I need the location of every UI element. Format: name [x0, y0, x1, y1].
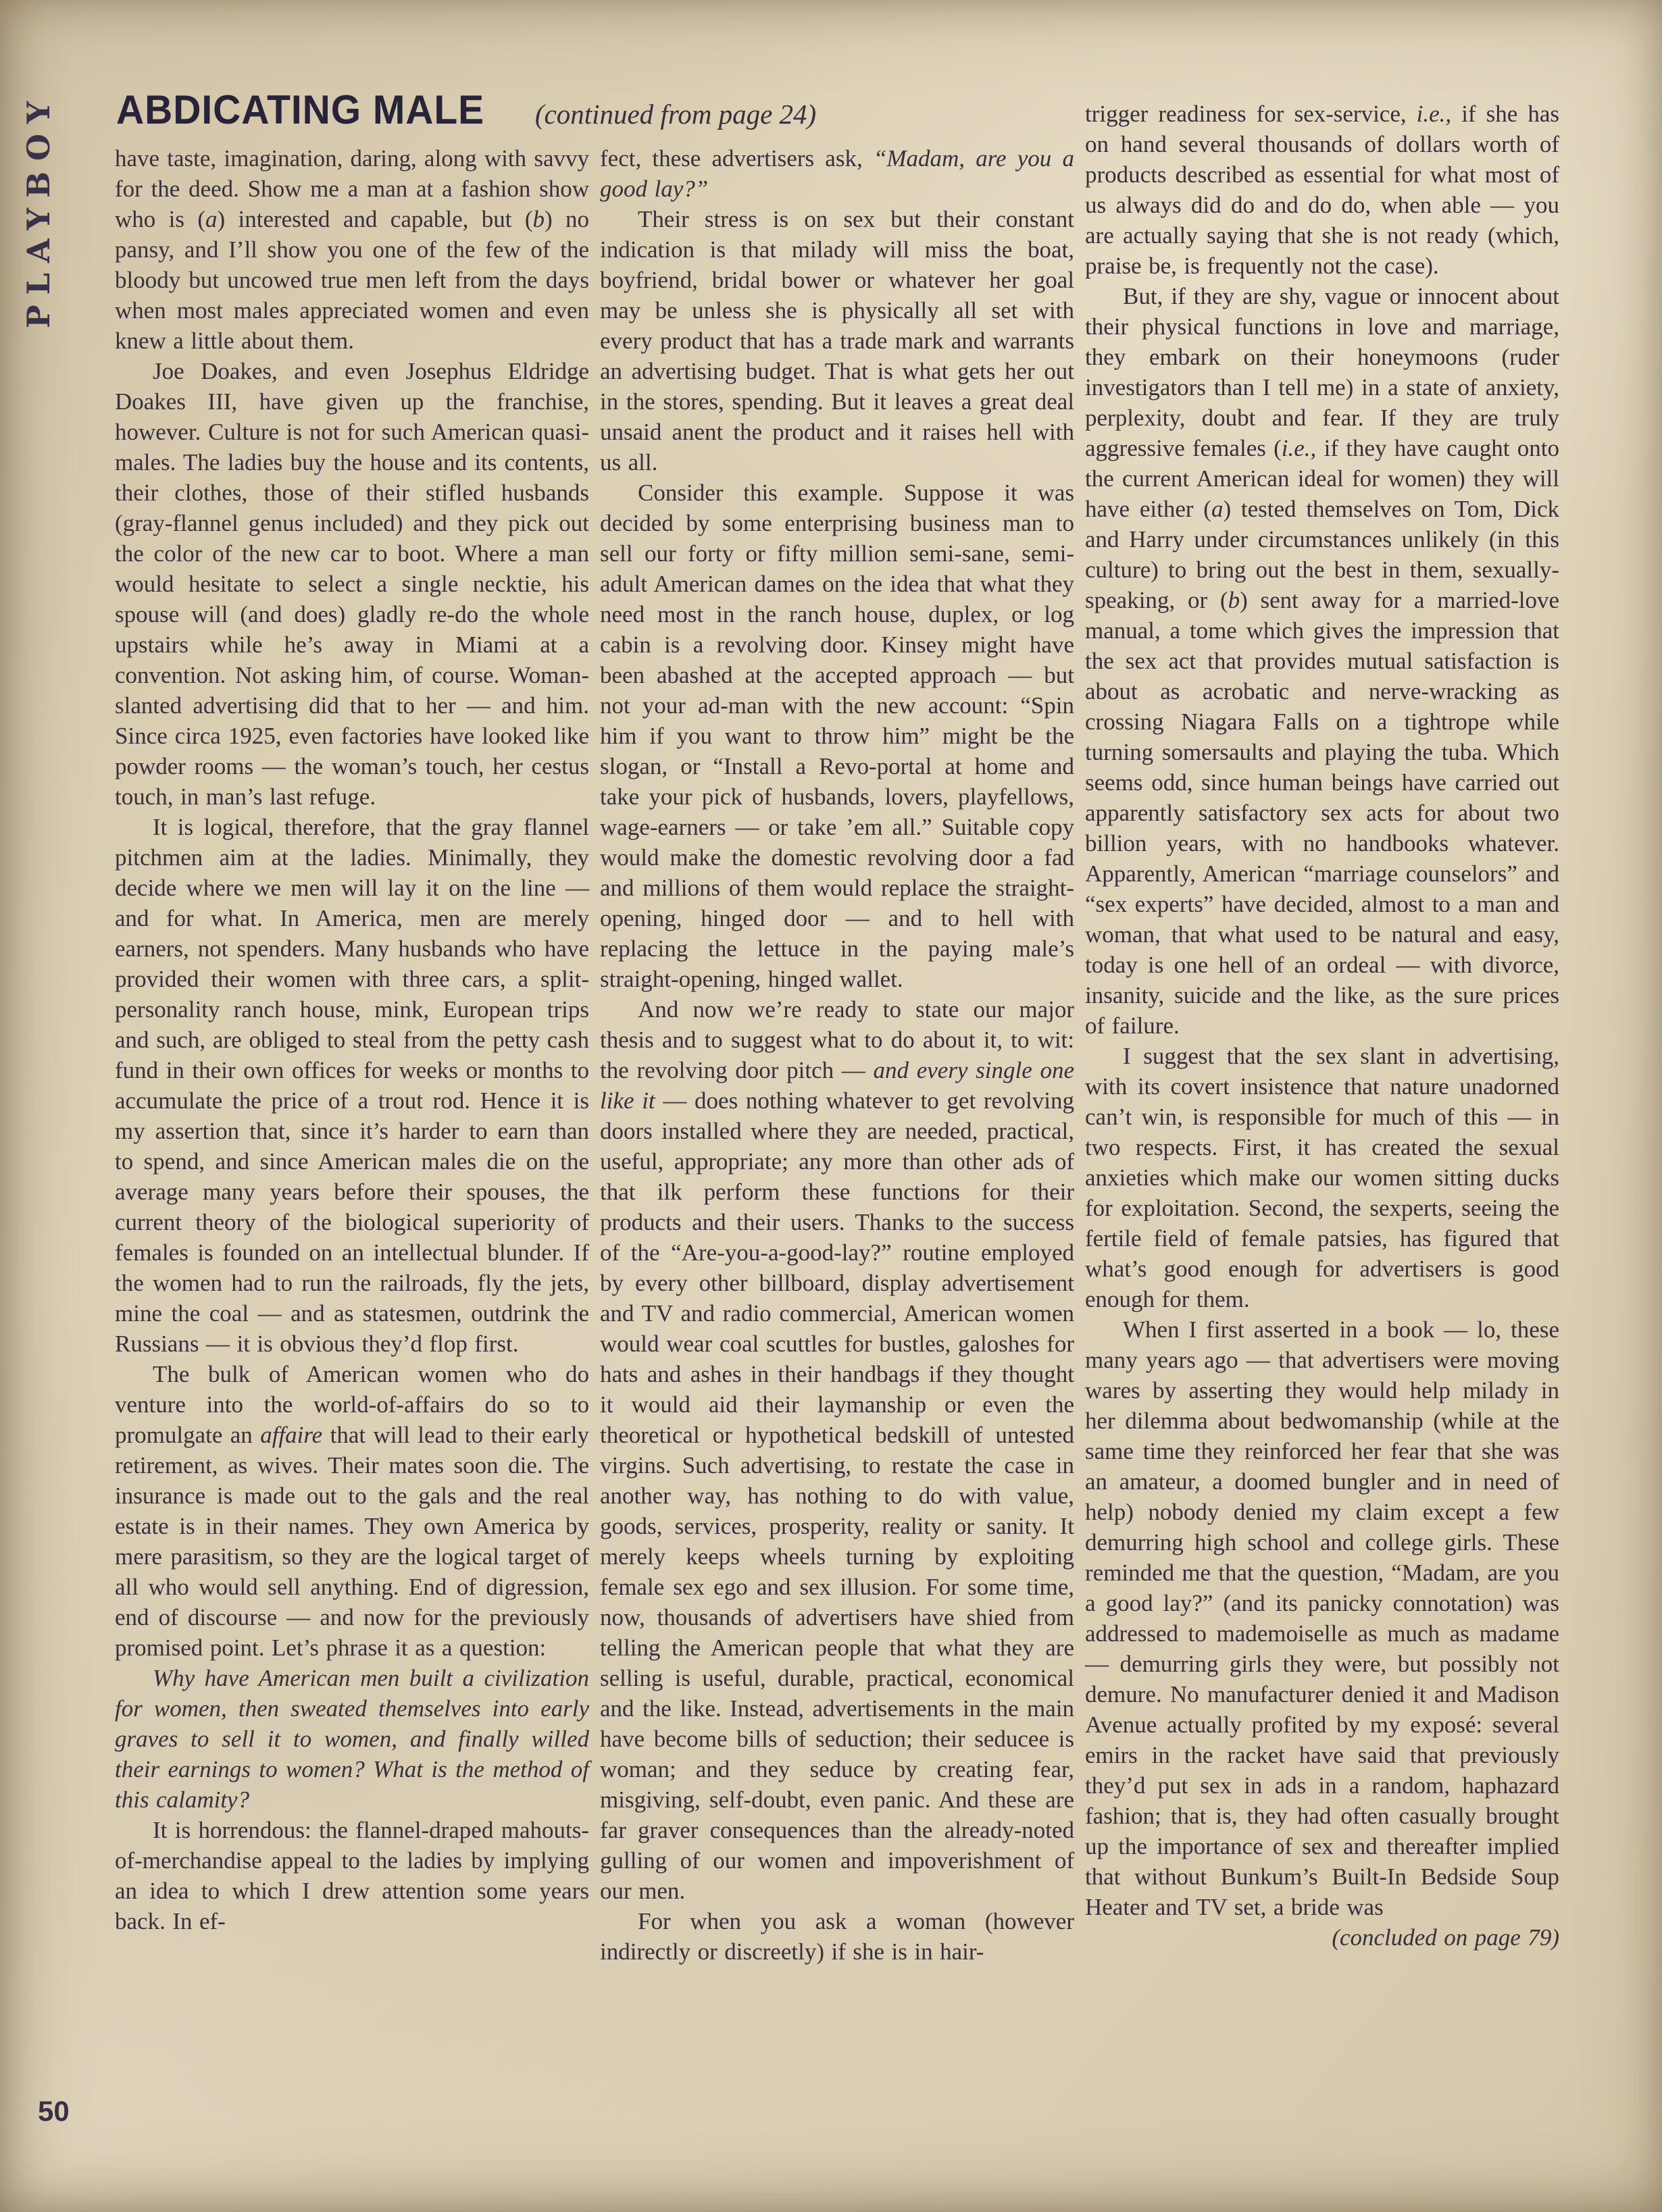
page-number: 50: [38, 2095, 70, 2127]
italic-run: and every single one like it: [600, 1057, 1074, 1114]
paragraph: It is logical, therefore, that the gray flannel pitchmen aim at the ladies. Minimally, they decide where we men will lay it on the line — and for what. In America, men are merely earners, not spenders. Many husbands who have provided their women with three cars, a split-personality ranch house, mink, European trips and such, are obliged to steal from the petty cash fund in their own offices for weeks or months to accumulate the price of a trout rod. Hence it is my assertion that, since it’s harder to earn than to spend, and since American males die on the average many years before their spouses, the current theory of the biological superiority of females is founded on an intellectual blunder. If the women had to run the railroads, fly the jets, mine the coal — and as statesmen, outdrink the Russians — it is obvious they’d flop first.: [115, 814, 589, 1357]
paragraph: The bulk of American women who do venture into the world-of-affairs do so to promulgate an affaire that will lead to their early retirement, as wives. Their mates soon die. The insurance is made out to the gals and the real estate is in their names. They own America by mere parasitism, so they are the logical target of all who would sell anything. End of digression, end of discourse — and now for the previously promised point. Let’s phrase it as a question:: [115, 1361, 589, 1661]
paragraph: It is horrendous: the flannel-draped mahouts-of-merchandise appeal to the ladies by implying an idea to which I drew attention some years back. In ef-: [115, 1817, 589, 1934]
paragraph: But, if they are shy, vague or innocent about their physical functions in love and marriage, they embark on their honeymoons (ruder investigators than I tell me) in a state of anxiety, perplexity, doubt and fear. If they are truly aggressive females (i.e., if they have caught onto the current American ideal for women) they will have either (a) tested themselves on Tom, Dick and Harry under circumstances unlikely (in this culture) to bring out the best in them, sexually-speaking, or (b) sent away for a married-love manual, a tome which gives the impression that the sex act that provides mutual satisfaction is about as acrobatic and nerve-wracking as crossing Niagara Falls on a tightrope while turning somersaults and playing the tuba. Which seems odd, since human beings have carried out apparently satisfactory sex acts for about two billion years, with no handbooks whatever. Apparently, American “marriage counselors” and “sex experts” have decided, almost to a man and woman, that what used to be natural and easy, today is one hell of an ordeal — with divorce, insanity, suicide and the like, as the sure prices of failure.: [1085, 283, 1559, 1039]
continued-note: (continued from page 24): [534, 99, 817, 130]
italic-run: affaire: [260, 1422, 323, 1448]
italic-run: a: [205, 206, 218, 232]
italic-run: b: [532, 206, 545, 232]
concluded-note: (concluded on page 79): [1332, 1924, 1559, 1951]
paragraph: Why have American men built a civilization for women, then sweated themselves into early graves to sell it to women, and finally willed their earnings to women? What is the method of this calamity?: [115, 1665, 589, 1813]
paragraph: Consider this example. Suppose it was decided by some enterprising business man to sell our forty or fifty million semi-sane, semi-adult American dames on the idea that what they need most in the ranch house, duplex, or log cabin is a revolving door. Kinsey might have been abashed at the accepted approach — but not your ad-man with the new account: “Spin him if you want to throw him” might be the slogan, or “Install a Revo-portal at home and take your pick of husbands, lovers, playfellows, wage-earners — or take ’em all.” Suitable copy would make the domestic revolving door a fad and millions of them would replace the straight-opening, hinged door — and to hell with replacing the lettuce in the paying male’s straight-opening, hinged wallet.: [600, 480, 1074, 992]
paragraph: trigger readiness for sex-service, i.e., if she has on hand several thousands of dollars worth of products described as essential for what most of us always did do and do do, when able — you are actually saying that she is not ready (which, praise be, is frequently not the case).: [1085, 101, 1559, 279]
text-column-3: [1085, 99, 1559, 1953]
italic-run: a: [1211, 496, 1224, 522]
paragraph: fect, these advertisers ask, “Madam, are you a good lay?”: [600, 145, 1074, 202]
italic-run: “Madam, are you a good lay?”: [600, 145, 1074, 202]
italic-run: i.e.,: [1281, 435, 1317, 461]
paragraph: When I first asserted in a book — lo, these many years ago — that advertisers were moving wares by asserting they would help milady in her dilemma about bedwomanship (while at the same time they reinforced her fear that she was an amateur, a doomed bungler and in need of help) nobody denied my claim except a few demurring high school and college girls. These reminded me that the question, “Madam, are you a good lay?” (and its panicky connotation) was addressed to mademoiselle as much as madame — demurring girls they were, but possibly not demure. No manufacturer denied it and Madison Avenue actually profited by my exposé: several emirs in the racket have said that previously they’d put sex in ads in a random, haphazard fashion; that is, they had often casually brought up the importance of sex and thereafter implied that without Bunkum’s Built-In Bedside Soup Heater and TV set, a bride was: [1085, 1316, 1559, 1920]
text-column-1: [115, 143, 589, 1936]
paragraph: And now we’re ready to state our major thesis and to suggest what to do about it, to wit: the revolving door pitch — and every single one like it — does nothing whatever to get revolving doors installed where they are needed, practical, useful, appropriate; any more than other ads of that ilk perform these functions for their products and their users. Thanks to the success of the “Are-you-a-good-lay?” routine employed by every other billboard, display advertisement and TV and radio commercial, American women would wear coal scuttles for bustles, galoshes for hats and ashes in their handbags if they thought it would aid their laymanship or even the theoretical or hypothetical bedskill of untested virgins. Such advertising, to restate the case in another way, has nothing to do with value, goods, services, prosperity, reality or sanity. It merely keeps wheels turning by exploiting female sex ego and sex illusion. For some time, now, thousands of advertisers have shied from telling the American people that what they are selling is useful, durable, practical, economical and the like. Instead, advertisements in the main have become bills of seduction; their seducee is woman; and they seduce by creating fear, misgiving, self-doubt, even panic. And these are far graver consequences than the already-noted gulling of our women and impoverishment of our men.: [600, 996, 1075, 1904]
paragraph: For when you ask a woman (however indirectly or discreetly) if she is in hair-: [600, 1908, 1074, 1965]
paragraph: Joe Doakes, and even Josephus Eldridge Doakes III, have given up the franchise, however. Culture is not for such American quasi-males. The ladies buy the house and its contents, their clothes, those of their stifled husbands (gray-flannel genus included) and they pick out the color of the new car to boot. Where a man would hesitate to select a single necktie, his spouse will (and does) gladly re-do the whole upstairs while he’s away in Miami at a convention. Not asking him, of course. Woman-slanted advertising did that to her — and him. Since circa 1925, even factories have looked like powder rooms — the woman’s touch, her cestus touch, in man’s last refuge.: [115, 358, 589, 810]
paragraph: Their stress is on sex but their constant indication is that milady will miss the boat, boyfriend, bridal bower or whatever her goal may be unless she is physically all set with every product that has a trade mark and warrants an advertising budget. That is what gets her out in the stores, spending. But it leaves a great deal unsaid anent the product and it raises hell with us all.: [600, 206, 1074, 475]
text-column-2: [600, 143, 1074, 1967]
article-header: [116, 86, 816, 133]
paragraph: have taste, imagination, daring, along with savvy for the deed. Show me a man at a fashion show who is (a) interested and capable, but (b) no pansy, and I’ll show you one of the few of the bloody but uncowed true men left from the days when most males appreciated women and even knew a little about them.: [115, 145, 590, 354]
article-title: ABDICATING MALE: [116, 87, 485, 132]
magazine-spine-text: PLAYBOY: [20, 91, 57, 328]
paragraph: I suggest that the sex slant in advertising, with its covert insistence that nature unadorned can’t win, is responsible for much of this — in two respects. First, it has created the sexual anxieties which make our women sitting ducks for exploitation. Second, the sexperts, seeing the fertile field of female patsies, has figured that what’s good enough for advertisers is good enough for them.: [1085, 1043, 1559, 1312]
italic-run: b: [1228, 587, 1240, 613]
italic-run: i.e.,: [1416, 101, 1452, 127]
